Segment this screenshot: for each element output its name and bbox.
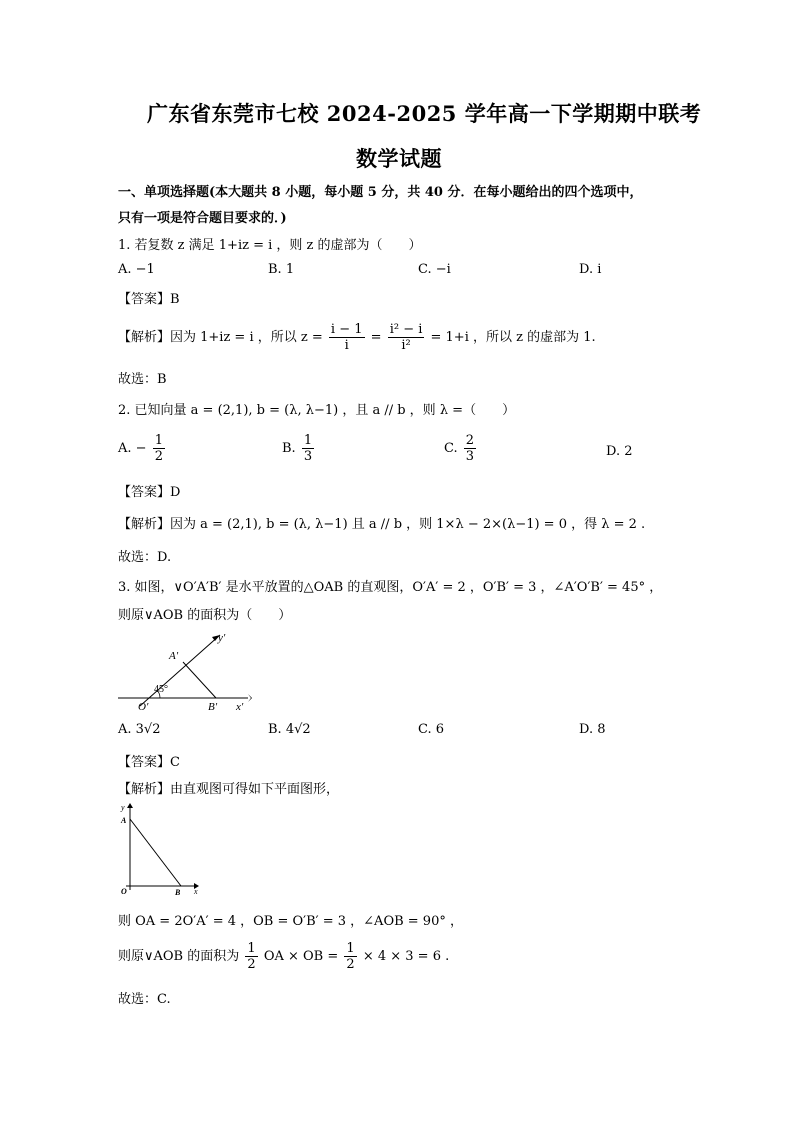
q1-option-c: C. −i: [418, 262, 451, 277]
q2-option-b-denominator: 3: [303, 449, 313, 464]
q2-option-c-fraction: [464, 433, 476, 464]
q2-option-a-numerator: 1: [154, 433, 163, 448]
q2-option-a-sign: −: [135, 441, 147, 456]
q3-area-line: [118, 941, 449, 972]
label-x: x: [194, 887, 198, 896]
q1-answer: 【答案】B: [118, 292, 180, 307]
q3-option-c: C. 6: [418, 722, 445, 737]
section-heading-continued: 只有一项是符合题目要求的．): [118, 211, 287, 226]
q3-area-suffix: × 4 × 3 = 6 .: [362, 949, 450, 964]
q2-option-d-value: 2: [624, 444, 633, 459]
q3-half-denominator-2: 2: [346, 957, 355, 972]
y-axis-arrow-icon: [127, 803, 133, 808]
q2-option-a-letter: A.: [118, 441, 132, 456]
q1-option-b: B. 1: [268, 262, 295, 277]
label-b: B: [175, 888, 181, 897]
document-subtitle: 数学试题: [356, 146, 442, 171]
q2-option-c-letter: C.: [444, 441, 458, 456]
section-heading: 一、单项选择题(本大题共 8 小题，每小题 5 分，共 40 分．在每小题给出的四个选项中，: [118, 185, 643, 200]
q3-area-mid: OA × OB =: [263, 949, 339, 964]
q1-fraction-2-numerator: i² − i: [389, 322, 423, 337]
q3-answer: 【答案】C: [118, 755, 180, 770]
q2-option-c-denominator: 3: [465, 449, 475, 464]
q2-option-a-denominator: 2: [154, 449, 163, 464]
q2-option-d: [606, 444, 633, 459]
q1-fraction-2: [388, 322, 425, 353]
label-b-prime: B′: [208, 701, 218, 713]
segment-a-b: [130, 819, 181, 886]
label-o-prime: O′: [138, 701, 149, 713]
q2-option-c: [444, 433, 478, 464]
y-prime-axis: [140, 635, 220, 706]
q1-analysis-prefix: 【解析】因为 1+iz = i ，所以 z =: [118, 330, 323, 345]
q3-lengths-line: 则 OA = 2O′A′ = 4 ，OB = O′B′ = 3 ，∠AOB = 90° ，: [118, 914, 463, 929]
q1-fraction-1-numerator: i − 1: [330, 322, 363, 337]
q3-half-fraction-2: [344, 941, 356, 972]
q3-half-numerator-2: 1: [346, 941, 355, 956]
q2-option-d-letter: D.: [606, 444, 621, 459]
question-3-stem-continued: 则原∨AOB 的面积为（ ）: [118, 608, 292, 623]
q2-option-a: [118, 433, 167, 464]
label-angle-45: 45°: [154, 684, 168, 695]
label-y-prime: y′: [218, 632, 226, 644]
x-axis-arrow-icon: [248, 694, 252, 702]
q2-option-b: [282, 433, 316, 464]
q2-conclusion: 故选：D.: [118, 550, 172, 565]
q3-option-a: A. 3√2: [118, 722, 161, 737]
q1-fraction-1-denominator: i: [344, 338, 349, 353]
q2-answer: 【答案】D: [118, 485, 181, 500]
q1-fraction-1: [329, 322, 365, 353]
q3-conclusion: 故选：C.: [118, 992, 171, 1007]
intuitive-diagram-figure: [118, 628, 253, 714]
q3-option-d: D. 8: [579, 722, 606, 737]
q2-option-b-numerator: 1: [303, 433, 313, 448]
q3-option-b: B. 4√2: [268, 722, 311, 737]
question-2-stem: 2. 已知向量 a = (2,1), b = (λ, λ−1) ，且 a // b ，则 λ =（ ）: [118, 403, 516, 418]
q2-option-b-letter: B.: [282, 441, 296, 456]
label-a: A: [121, 816, 127, 825]
label-x-prime: x′: [236, 701, 244, 713]
label-a-prime: A′: [169, 650, 179, 662]
q1-conclusion: 故选：B: [118, 372, 167, 387]
question-1-stem: 1. 若复数 z 满足 1+iz = i ，则 z 的虚部为（ ）: [118, 238, 422, 253]
q1-option-a: A. −1: [118, 262, 155, 277]
q2-analysis: 【解析】因为 a = (2,1), b = (λ, λ−1) 且 a // b ，则 1×λ − 2×(λ−1) = 0 ，得 λ = 2 .: [118, 517, 646, 532]
segment-a-b: [183, 662, 216, 698]
document-title: 广东省东莞市七校 2024-2025 学年高一下学期期中联考: [147, 101, 702, 126]
label-o: O: [121, 887, 127, 896]
q1-fraction-2-denominator: i²: [401, 338, 411, 353]
q3-half-denominator-1: 2: [247, 957, 256, 972]
label-y: y: [121, 803, 125, 812]
q3-half-fraction-1: [245, 941, 257, 972]
q3-analysis-intro: 【解析】由直观图可得如下平面图形，: [118, 782, 340, 797]
q2-option-b-fraction: [302, 433, 314, 464]
q3-half-numerator-1: 1: [247, 941, 256, 956]
q1-analysis: [118, 322, 596, 353]
q2-option-c-numerator: 2: [465, 433, 475, 448]
question-3-stem: 3. 如图，∨O′A′B′ 是水平放置的△OAB 的直观图，O′A′ = 2 ，O′B′ = 3 ，∠A′O′B′ = 45° ，: [118, 580, 663, 595]
plane-figure: [118, 802, 203, 898]
q1-equals: =: [370, 330, 382, 345]
q1-option-d: D. i: [579, 262, 602, 277]
q3-area-prefix: 则原∨AOB 的面积为: [118, 949, 240, 964]
q2-option-a-fraction: [153, 433, 165, 464]
q1-analysis-suffix: = 1+i ，所以 z 的虚部为 1.: [430, 330, 596, 345]
